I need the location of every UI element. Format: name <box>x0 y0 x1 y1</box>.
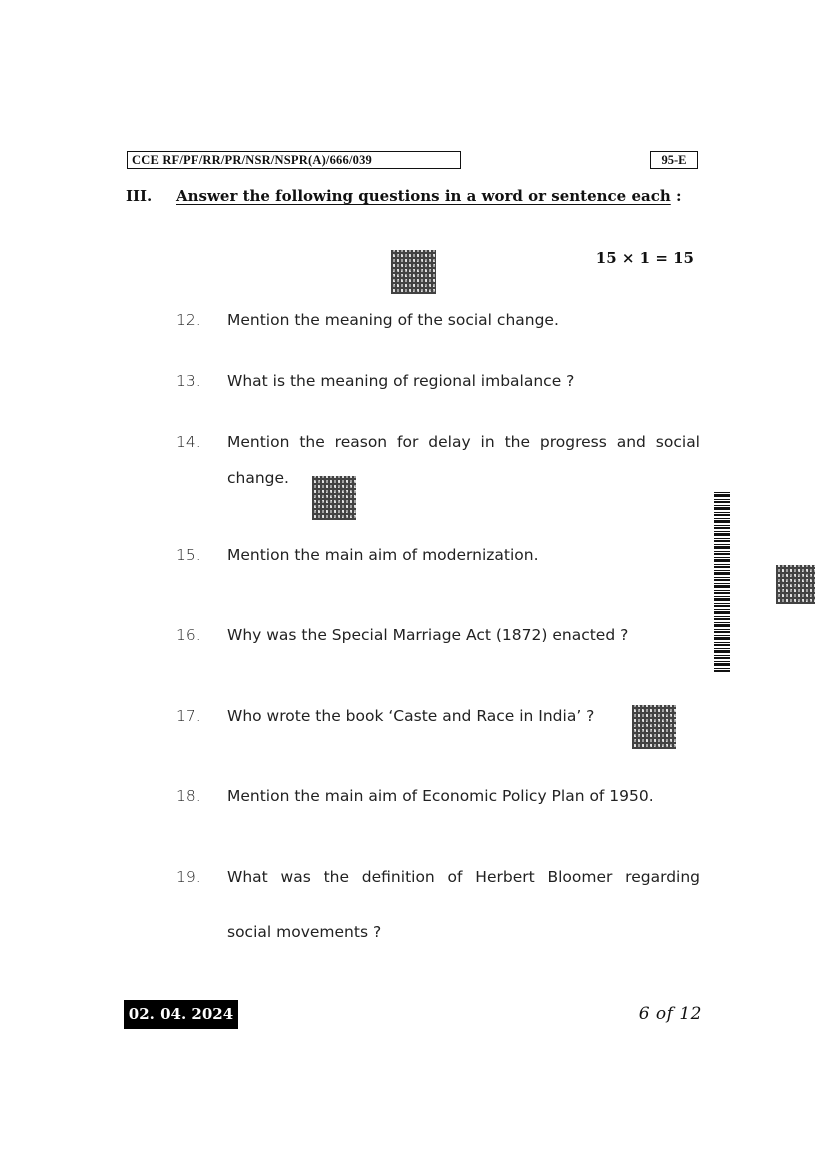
section-title-colon: : <box>675 187 682 205</box>
exam-date-badge: 02. 04. 2024 <box>124 1000 238 1029</box>
question-number: 12. <box>176 311 201 329</box>
question-number: 14. <box>176 433 201 451</box>
question-number: 17. <box>176 707 201 725</box>
question-number: 18. <box>176 787 201 805</box>
marks-allocation: 15 × 1 = 15 <box>595 249 694 267</box>
page-number: 6 of 12 <box>638 1004 702 1024</box>
question-text: Why was the Special Marriage Act (1872) enacted ? <box>227 626 629 644</box>
question-number: 15. <box>176 546 201 564</box>
paper-code-box: 95-E <box>650 151 698 169</box>
qr-code-icon <box>632 705 676 749</box>
question-text: What is the meaning of regional imbalance ? <box>227 372 575 390</box>
question-number: 16. <box>176 626 201 644</box>
section-title <box>176 187 682 205</box>
barcode-icon <box>714 490 730 672</box>
question-text: Mention the main aim of Economic Policy Plan of 1950. <box>227 787 654 805</box>
section-number: III. <box>126 187 153 205</box>
question-text: Mention the meaning of the social change. <box>227 311 559 329</box>
question-text-continued: social movements ? <box>227 923 382 941</box>
exam-code-box: CCE RF/PF/RR/PR/NSR/NSPR(A)/666/039 <box>127 151 461 169</box>
question-text: Mention the main aim of modernization. <box>227 546 539 564</box>
question-text: Who wrote the book ‘Caste and Race in India’ ? <box>227 707 595 725</box>
question-text: Mention the reason for delay in the progress and social <box>227 433 700 451</box>
question-number: 13. <box>176 372 201 390</box>
section-title-text: Answer the following questions in a word or sentence each <box>176 187 671 205</box>
qr-code-icon <box>391 250 436 294</box>
qr-code-icon <box>312 476 356 520</box>
question-text: What was the definition of Herbert Bloomer regarding <box>227 868 700 886</box>
question-number: 19. <box>176 868 201 886</box>
question-text-continued: change. <box>227 469 289 487</box>
qr-code-icon <box>776 565 815 604</box>
